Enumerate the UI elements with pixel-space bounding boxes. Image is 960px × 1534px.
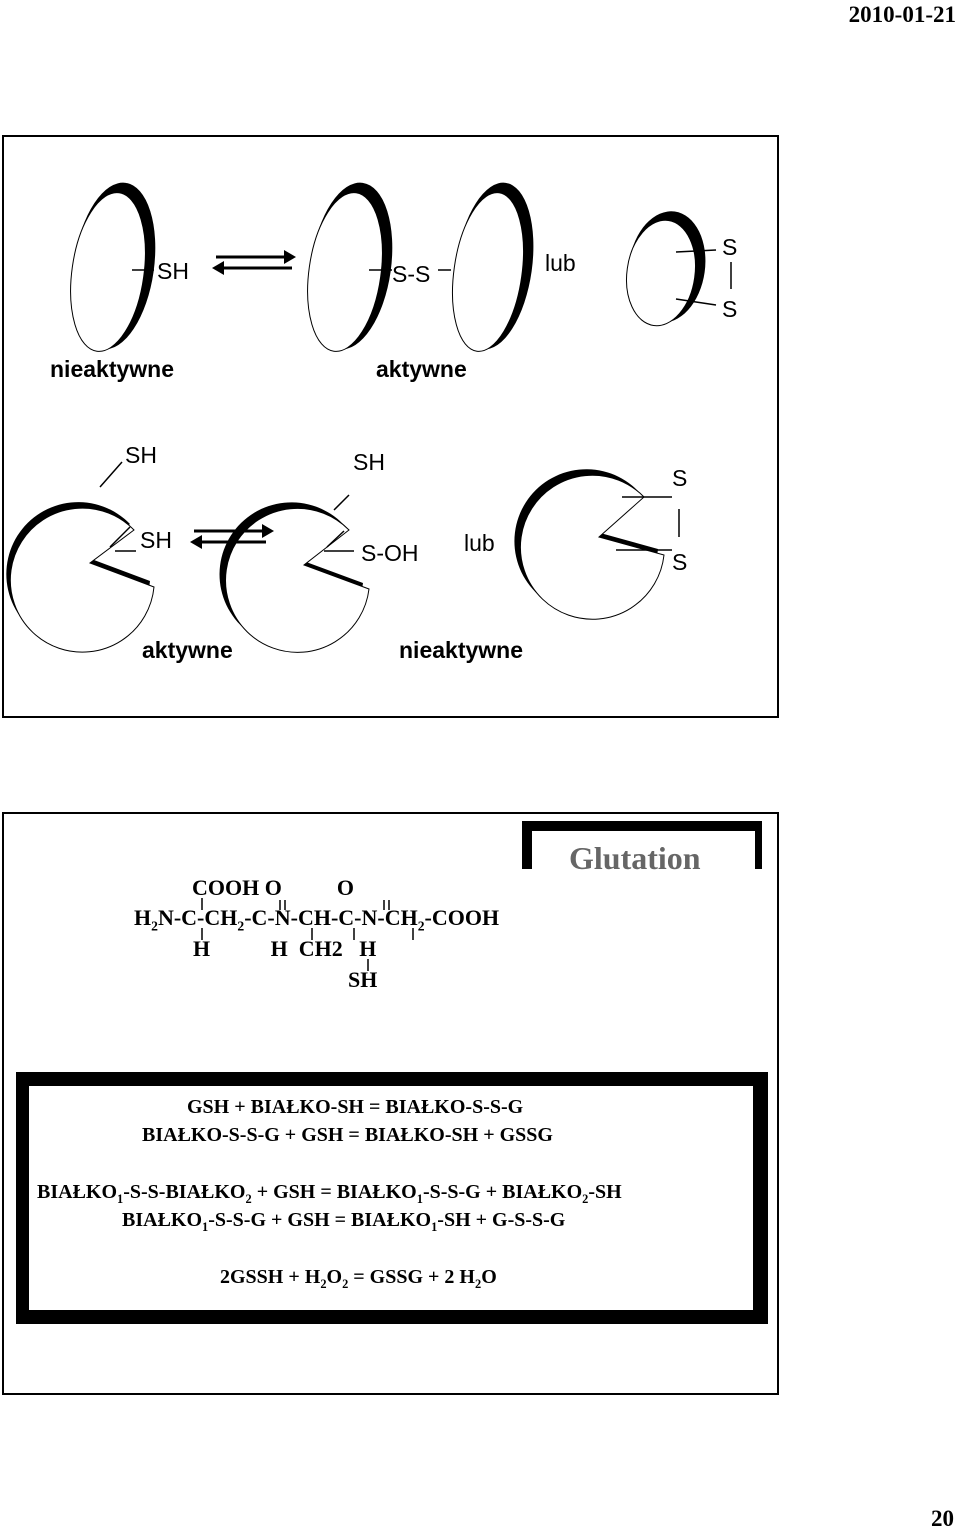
- slide-title: Glutation: [569, 840, 701, 876]
- header-date: 2010-01-21: [848, 2, 956, 27]
- formula-line-4: SH: [348, 967, 378, 992]
- bond-line: [100, 462, 122, 487]
- equation-1: GSH + BIAŁKO-SH = BIAŁKO-S-S-G: [187, 1096, 524, 1118]
- page-number: 20: [931, 1506, 954, 1531]
- bond-line: [334, 495, 349, 510]
- label-sh: SH: [157, 258, 189, 284]
- label-lub: lub: [545, 250, 576, 276]
- label-s-oh: S-OH: [361, 540, 419, 566]
- formula-bonds: [4, 814, 781, 1014]
- state-active: aktywne: [142, 637, 233, 663]
- protein-oval-4: [620, 206, 712, 330]
- equation-5: 2GSSH + $H_2O_2$ = GSSG + 2 $H_2O$: [220, 1266, 497, 1291]
- protein-oval-3: [443, 178, 543, 356]
- label-sh: SH: [140, 527, 172, 553]
- label-sh-top-1: SH: [125, 442, 157, 468]
- label-lub: lub: [464, 530, 495, 556]
- protein-oval-1: [61, 177, 165, 356]
- label-s-bottom: S: [672, 549, 688, 575]
- slide-2: [2, 812, 779, 1395]
- slide-1: [2, 135, 779, 718]
- formula-line-2: $H_2N-C-CH_2-C-N-CH-C-N-CH_2$-COOH: [134, 905, 500, 934]
- label-sh-top-2: SH: [353, 449, 385, 475]
- label-s-top: S: [672, 465, 688, 491]
- protein-pacman-3: [514, 469, 664, 619]
- protein-oval-2: [298, 177, 402, 356]
- state-inactive: nieaktywne: [50, 356, 174, 382]
- slide-1-drawing: [4, 137, 781, 720]
- state-inactive: nieaktywne: [399, 637, 523, 663]
- formula-line-1: COOH O O: [192, 875, 354, 900]
- label-s-s: S-S: [392, 261, 431, 287]
- equation-2: BIAŁKO-S-S-G + GSH = BIAŁKO-SH + GSSG: [142, 1124, 553, 1146]
- label-s-top: S: [722, 234, 738, 260]
- equilibrium-arrows-1: [212, 250, 296, 275]
- equation-4: $BIAŁKO_1-S-S-G$ + GSH = $BIAŁKO_1-SH + G-S-S-G$: [122, 1209, 566, 1234]
- protein-pacman-1: [6, 502, 154, 652]
- protein-pacman-2: [220, 502, 369, 652]
- state-active: aktywne: [376, 356, 467, 382]
- formula-line-3: H H CH2 H: [193, 936, 377, 961]
- label-s-bottom: S: [722, 296, 738, 322]
- equation-3: $BIAŁKO_1-S-S-BIAŁKO_2$ + GSH = $BIAŁKO_1-S-S-G$ + $BIAŁKO_2-SH$: [37, 1181, 622, 1206]
